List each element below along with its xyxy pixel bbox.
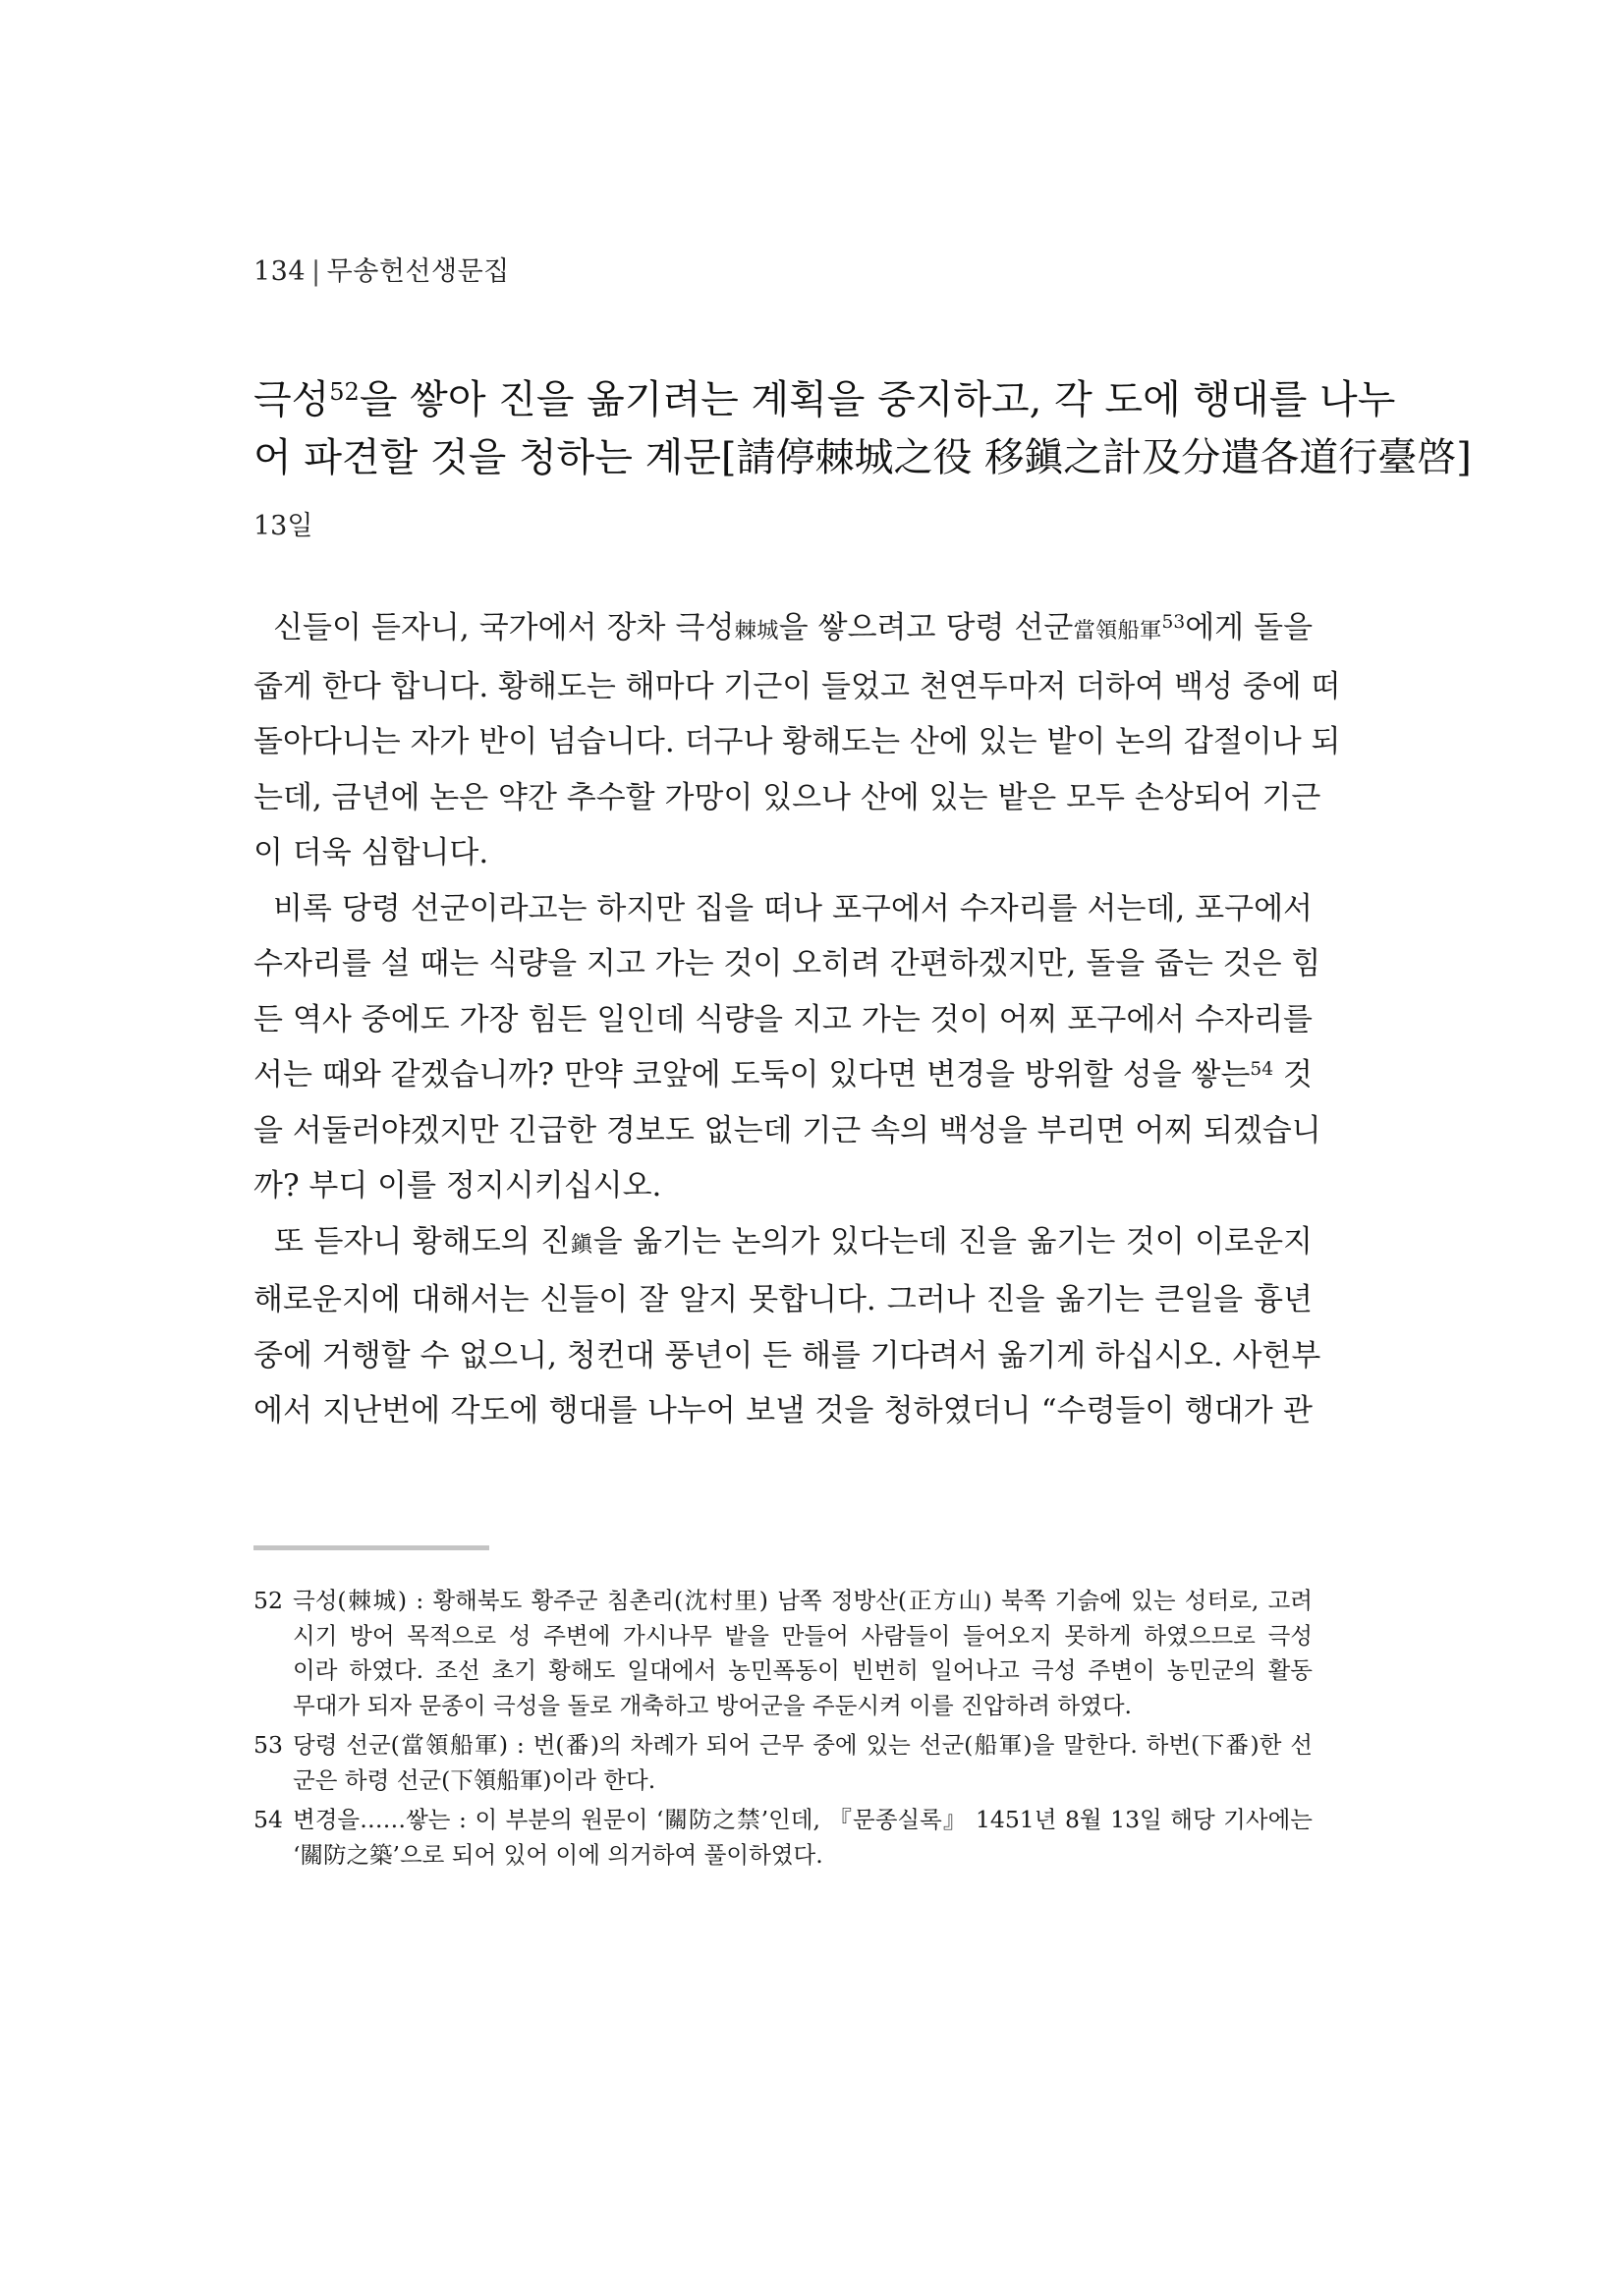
footnote-line [253,1728,1313,1764]
body-line: 에서 지난번에 각도에 행대를 나누어 보낼 것을 청하였더니 “수령들이 행대가 관 [253,1393,1313,1428]
body-line: 을 서둘러야겠지만 긴급한 경보도 없는데 기근 속의 백성을 부리면 어찌 되겠습니 [253,1112,1321,1148]
footnote-54 [253,1803,1313,1873]
footnote-52 [253,1584,1313,1723]
page-number: 134 [253,256,307,287]
footnote-number: 54 [253,1806,283,1833]
title-text: 을 쌓아 진을 옮기려는 계획을 중지하고, 각 도에 행대를 나누 [359,377,1396,422]
text-run: 신들이 듣자니, 국가에서 장차 극성 [273,610,735,645]
body-line: 줍게 한다 합니다. 황해도는 해마다 기근이 들었고 천연두마저 더하여 백성 중에 떠 [253,668,1341,704]
footnote-line: 시기 방어 목적으로 성 주변에 가시나무 밭을 만들어 사람들이 들어오지 못하게 하였으므로 극성 [293,1621,1313,1650]
footnote-line [253,1803,1313,1838]
text-run: 극성(棘城) : 황해북도 황주군 침촌리(沈村里) 남쪽 정방산(正方山) 북쪽 기슭에 있는 성터로, 고려 [293,1587,1313,1614]
footnotes [253,1584,1313,1877]
body-line: 든 역사 중에도 가장 힘든 일인데 식량을 지고 가는 것이 어찌 포구에서 수자리를 [253,1001,1313,1037]
title-text: 극성 [253,377,330,422]
text-run: 당령 선군(當領船軍) : 번(番)의 차례가 되어 근무 중에 있는 선군(船軍)을 말한다. 하번(下番)한 선 [293,1731,1313,1759]
article-date: 13일 [253,511,313,541]
hanja-gloss: 當領船軍 [1073,618,1162,644]
text-run: 을 쌓으려고 당령 선군 [778,610,1074,645]
header-separator: | [311,256,321,287]
footnote-line: 군은 하령 선군(下領船軍)이라 한다. [293,1765,656,1794]
text-run: 또 듣자니 황해도의 진 [274,1223,571,1260]
title-line-2: 어 파견할 것을 청하는 계문[請停棘城之役 移鎭之計及分遣各道行臺啓] [253,435,1472,480]
article-title [253,371,1472,487]
body-line: 까? 부디 이를 정지시키십시오. [253,1168,662,1204]
footnote-ref-52: 52 [329,377,360,406]
footnote-line: 무대가 되자 문종이 극성을 돌로 개축하고 방어군을 주둔시켜 이를 진압하려 하였다. [293,1691,1133,1719]
body-line [253,1047,1313,1103]
body-line: 해로운지에 대해서는 신들이 잘 알지 못합니다. 그러나 진을 옮기는 큰일을 흉년 [253,1282,1313,1317]
text-run: 것 [1273,1057,1313,1092]
text-run: 에게 돌을 [1185,610,1314,645]
body-line: 이 더욱 심합니다. [253,835,489,870]
footnote-line: ‘關防之築’으로 되어 있어 이에 의거하여 풀이하였다. [293,1840,823,1869]
text-run: 서는 때와 같겠습니까? 만약 코앞에 도둑이 있다면 변경을 방위할 성을 쌓는 [253,1057,1251,1092]
text-run: 변경을……쌓는 : 이 부분의 원문이 ‘關防之禁’인데, 『문종실록』 1451년 8월 13일 해당 기사에는 [293,1806,1313,1833]
body-line [253,881,1313,937]
footnote-ref-54: 54 [1250,1058,1274,1080]
footnote-line [253,1584,1313,1619]
hanja-gloss: 棘城 [734,618,779,644]
body-text [253,600,1341,1439]
text-run: 을 옮기는 논의가 있다는데 진을 옮기는 것이 이로운지 [592,1223,1314,1260]
body-line: 중에 거행할 수 없으니, 청컨대 풍년이 든 해를 기다려서 옮기게 하십시오. 사헌부 [253,1337,1321,1373]
footnote-53 [253,1728,1313,1798]
footnote-ref-53: 53 [1161,611,1186,633]
body-line: 는데, 금년에 논은 약간 추수할 가망이 있으나 산에 있는 밭은 모두 손상되어 기근 [253,779,1321,815]
body-line: 수자리를 설 때는 식량을 지고 가는 것이 오히려 간편하겠지만, 돌을 줍는 것은 힘 [253,946,1321,981]
title-line-1 [253,371,1396,429]
body-line: 돌아다니는 자가 반이 넘습니다. 더구나 황해도는 산에 있는 밭이 논의 갑절이나 되 [253,724,1341,759]
running-header [253,250,510,288]
book-title: 무송헌선생문집 [326,256,510,287]
footnote-divider [253,1545,489,1550]
hanja-gloss: 鎭 [570,1231,593,1258]
text-run: 비록 당령 선군이라고는 하지만 집을 떠나 포구에서 수자리를 서는데, 포구에서 [272,890,1313,926]
footnote-number: 53 [253,1731,283,1759]
footnote-line: 이라 하였다. 조선 초기 황해도 일대에서 농민폭동이 빈번히 일어나고 극성 주변이 농민군의 활동 [293,1656,1313,1684]
body-line [253,1214,1313,1273]
body-line [253,600,1313,659]
footnote-number: 52 [253,1587,283,1614]
